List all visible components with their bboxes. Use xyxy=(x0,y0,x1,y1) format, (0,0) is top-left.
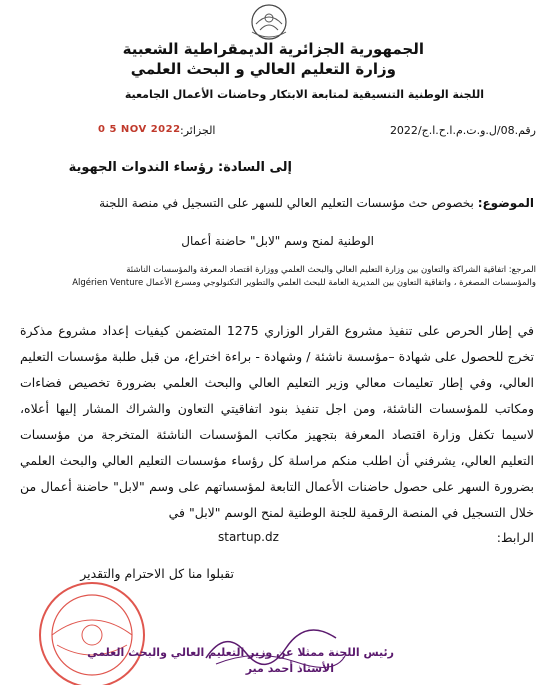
reference-line-2: والمؤسسات المصغرة ، واتفاقية التعاون بين المديرية العامة للبحث العلمي والتطوير التكنولوجي ومسرع الأعمال Algérien Venture xyxy=(72,278,536,288)
recipient: إلى السادة: رؤساء الندوات الجهوية xyxy=(68,160,292,175)
references-block xyxy=(18,264,536,290)
closing-line: تقبلوا منا كل الاحترام والتقدير xyxy=(80,566,234,581)
date-stamp: 0 5 NOV 2022 xyxy=(98,124,181,135)
subject-label: الموضوع: xyxy=(477,196,534,210)
reference-number: رقم.08/ل.و.ت.م.ا.ح.ا.ج/2022 xyxy=(389,124,536,137)
signature-name: الأستاذ أحمد مير xyxy=(245,662,334,675)
subject-text-2: الوطنية لمنح وسم "لابل" حاضنة أعمال xyxy=(181,234,374,248)
national-emblem-icon xyxy=(238,2,300,42)
subject-text-1: بخصوص حث مؤسسات التعليم العالي للسهر على التسجيل في منصة اللجنة xyxy=(99,196,474,210)
official-seal-icon xyxy=(22,575,162,685)
signature-title: رئيس اللجنة ممثلا عن وزير التعليم العالي والبحث العلمي xyxy=(87,646,394,659)
startup-link[interactable]: startup.dz xyxy=(218,530,279,544)
link-label: الرابط: xyxy=(496,530,534,545)
subject-line xyxy=(99,196,534,210)
committee-title: اللجنة الوطنية التنسيقية لمتابعة الابتكار وحاضنات الأعمال الجامعية xyxy=(124,88,484,101)
ministry-title: وزارة التعليم العالي و البحث العلمي xyxy=(130,60,396,78)
republic-title: الجمهورية الجزائرية الديمقراطية الشعبية xyxy=(122,40,424,58)
place-label: الجزائر: xyxy=(180,124,216,137)
body-paragraph: في إطار الحرص على تنفيذ مشروع القرار الوزاري 1275 المتضمن كيفيات إعداد مشروع مذكرة تخرج للحصول على شهادة –مؤسسة ناشئة / وشهادة - براءة اختراع، من قبل طلبة مؤسسات التعليم العالي، وفي إطار تعليمات معالي وزير التعليم العالي والبحث العلمي بضرورة تخصيص فضاءات ومكاتب للمؤسسات الناشئة، ومن اجل تنفيذ بنود اتفاقيتي التعاون والشراك المشار إليها أعلاه، لاسيما تكفل وزارة اقتصاد المعرفة بتجهيز مكاتب المؤسسات الناشئة المتخرجة من مؤسسات التعليم العالي، يشرفني أن اطلب منكم مراسلة كل رؤساء مؤسسات التعليم العالي والبحث العلمي بضرورة السهر على حصول حاضنات الأعمال التابعة لمؤسساتهم على وسم "لابل" حاضنة أعمال من خلال التسجيل في المنصة الرقمية للجنة الوطنية لمنح الوسم "لابل" في xyxy=(20,323,534,520)
reference-line-1: المرجع: اتفاقية الشراكة والتعاون بين وزارة التعليم العالي والبحث العلمي ووزارة اقتصاد المعرفة والمؤسسات الناشئة xyxy=(126,265,536,275)
